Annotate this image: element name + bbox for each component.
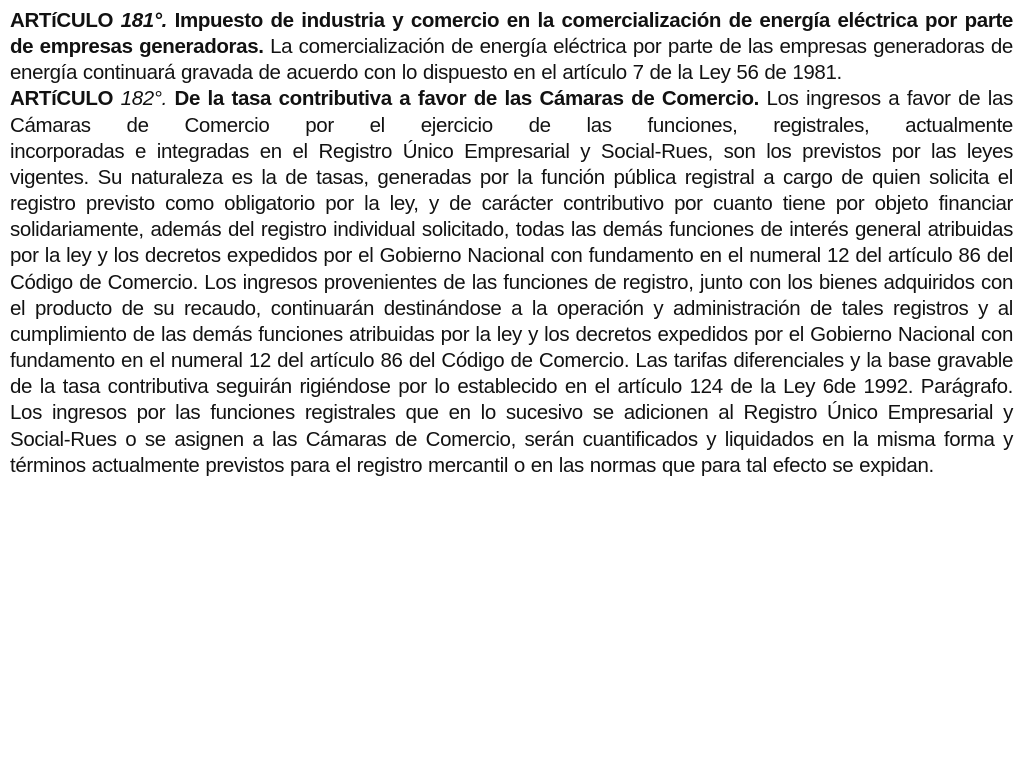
- document-page: [10, 8, 1013, 479]
- article-181-body: La comercialización de energía eléctrica por parte de las empresas generadoras de energía continuará gravada de acuerdo con lo dispuesto en el artículo 7 de la Ley 56 de 1981.: [10, 35, 1013, 85]
- article-182-heading: De la tasa contributiva a favor de las Cámaras de Comercio.: [174, 87, 759, 111]
- article-181-number: 181°.: [120, 9, 168, 32]
- article-182-first-lines: [10, 86, 1013, 138]
- article-182-body-line1: Los ingresos a favor de las Cámaras de Comercio por el ejercicio de las funciones, registrales, actualmente: [10, 87, 1013, 137]
- article-182-number: 182°.: [120, 87, 167, 111]
- article-182: [10, 86, 1013, 478]
- article-181-label: ARTíCULO: [10, 9, 114, 32]
- article-182-body-rest: incorporadas e integradas en el Registro Único Empresarial y Social-Rues, son los previstos por las leyes vigentes. Su naturaleza es la de tasas, generadas por la función pública registral a cargo de quien solicita el registro previsto como obligatorio por la ley, y de carácter contributivo por cuanto tiene por objeto financiar solidariamente, además del registro individual solicitado, todas las demás funciones de interés general atribuidas por la ley y los decretos expedidos por el Gobierno Nacional con fundamento en el numeral 12 del artículo 86 del Código de Comercio. Los ingresos provenientes de las funciones de registro, junto con los bienes adquiridos con el producto de su recaudo, continuarán destinándose a la operación y administración de tales registros y al cumplimiento de las demás funciones atribuidas por la ley y los decretos expedidos por el Gobierno Nacional con fundamento en el numeral 12 del artículo 86 del Código de Comercio. Las tarifas diferenciales y la base gravable de la tasa contributiva seguirán rigiéndose por lo establecido en el artículo 124 de la Ley 6de 1992. Parágrafo. Los ingresos por las funciones registrales que en lo sucesivo se adicionen al Registro Único Empresarial y Social-Rues o se asignen a las Cámaras de Comercio, serán cuantificados y liquidados en la misma forma y términos actualmente previstos para el registro mercantil o en las normas que para tal efecto se expidan.: [10, 139, 1013, 477]
- article-182-label: ARTíCULO: [10, 87, 114, 111]
- article-181: [10, 8, 1013, 86]
- article-181-heading: Impuesto de industria y comercio en la comercialización de energía eléctrica por parte de empresas generadoras.: [10, 9, 1013, 59]
